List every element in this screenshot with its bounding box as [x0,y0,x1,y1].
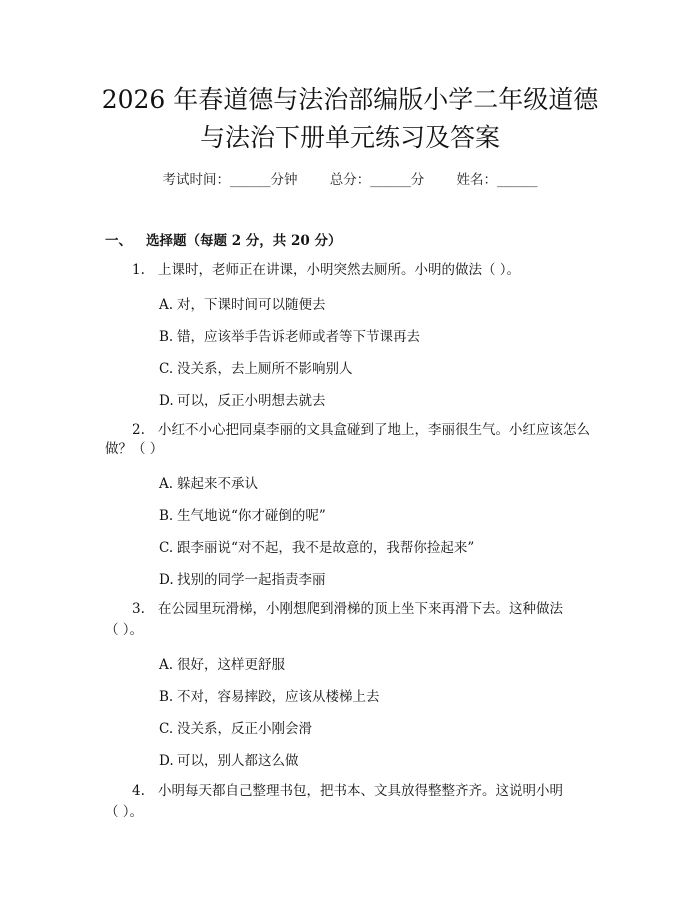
option-letter: B. [159,508,174,524]
section-number: 一、 [105,233,132,249]
option-text: 对，下课时间可以随便去 [177,297,326,313]
option-letter: C. [159,361,174,377]
option-letter: C. [159,540,174,556]
question-1-option-b [159,325,420,345]
question-2-option-b [159,504,326,524]
exam-info [0,168,700,188]
question-2 [132,420,590,440]
option-text: 生气地说“你才碰倒的呢” [177,508,326,524]
total-score-field: 总分：______分 [329,172,425,188]
question-2-continuation: 做？（ ） [105,441,164,457]
option-letter: A. [159,476,174,492]
question-1 [132,260,520,280]
option-text: 可以，反正小明想去就去 [177,393,326,409]
question-number: 2. [132,422,145,438]
option-text: 很好，这样更舒服 [177,657,285,673]
question-3-option-a [159,653,285,673]
question-3-option-b [159,685,380,705]
option-letter: B. [159,329,174,345]
option-letter: D. [159,753,174,769]
option-letter: A. [159,297,174,313]
question-4-continuation: （ ）。 [105,804,144,820]
question-3 [132,599,563,619]
question-1-option-a [159,293,326,313]
option-letter: D. [159,572,174,588]
option-text: 不对，容易摔跤，应该从楼梯上去 [177,689,380,705]
question-4 [132,781,563,801]
option-text: 可以，别人都这么做 [177,753,299,769]
question-number: 3. [132,601,145,617]
option-letter: A. [159,657,174,673]
question-text: 小明每天都自己整理书包，把书本、文具放得整整齐齐。这说明小明 [158,783,563,799]
question-text: 上课时，老师正在讲课，小明突然去厕所。小明的做法（ ）。 [158,262,521,278]
document-title-line2: 与法治下册单元练习及答案 [199,123,500,152]
section-heading [105,229,341,249]
question-text: 在公园里玩滑梯，小刚想爬到滑梯的顶上坐下来再滑下去。这种做法 [158,601,563,617]
document-title-line1: 2026 年春道德与法治部编版小学二年级道德 [101,85,599,114]
section-title: 选择题（每题 2 分，共 20 分） [146,233,342,249]
question-text: 小红不小心把同桌李丽的文具盒碰到了地上，李丽很生气。小红应该怎么 [158,422,590,438]
question-2-option-c [159,536,474,556]
question-2-option-a [159,472,258,492]
option-letter: C. [159,721,174,737]
option-letter: B. [159,689,174,705]
option-text: 找别的同学一起指责李丽 [177,572,326,588]
option-letter: D. [159,393,174,409]
question-number: 4. [132,783,145,799]
exam-time-field: 考试时间：______分钟 [162,172,298,188]
question-number: 1. [132,262,145,278]
option-text: 跟李丽说“对不起，我不是故意的，我帮你捡起来” [177,540,475,556]
question-1-option-c [159,357,353,377]
question-3-option-c [159,717,312,737]
question-3-option-d [159,749,299,769]
option-text: 错，应该举手告诉老师或者等下节课再去 [177,329,420,345]
question-2-option-d [159,568,326,588]
student-name-field: 姓名：______ [456,172,538,188]
question-1-option-d [159,389,326,409]
option-text: 没关系，去上厕所不影响别人 [177,361,353,377]
option-text: 躲起来不承认 [177,476,258,492]
option-text: 没关系，反正小刚会滑 [177,721,312,737]
question-3-continuation: （ ）。 [105,622,144,638]
